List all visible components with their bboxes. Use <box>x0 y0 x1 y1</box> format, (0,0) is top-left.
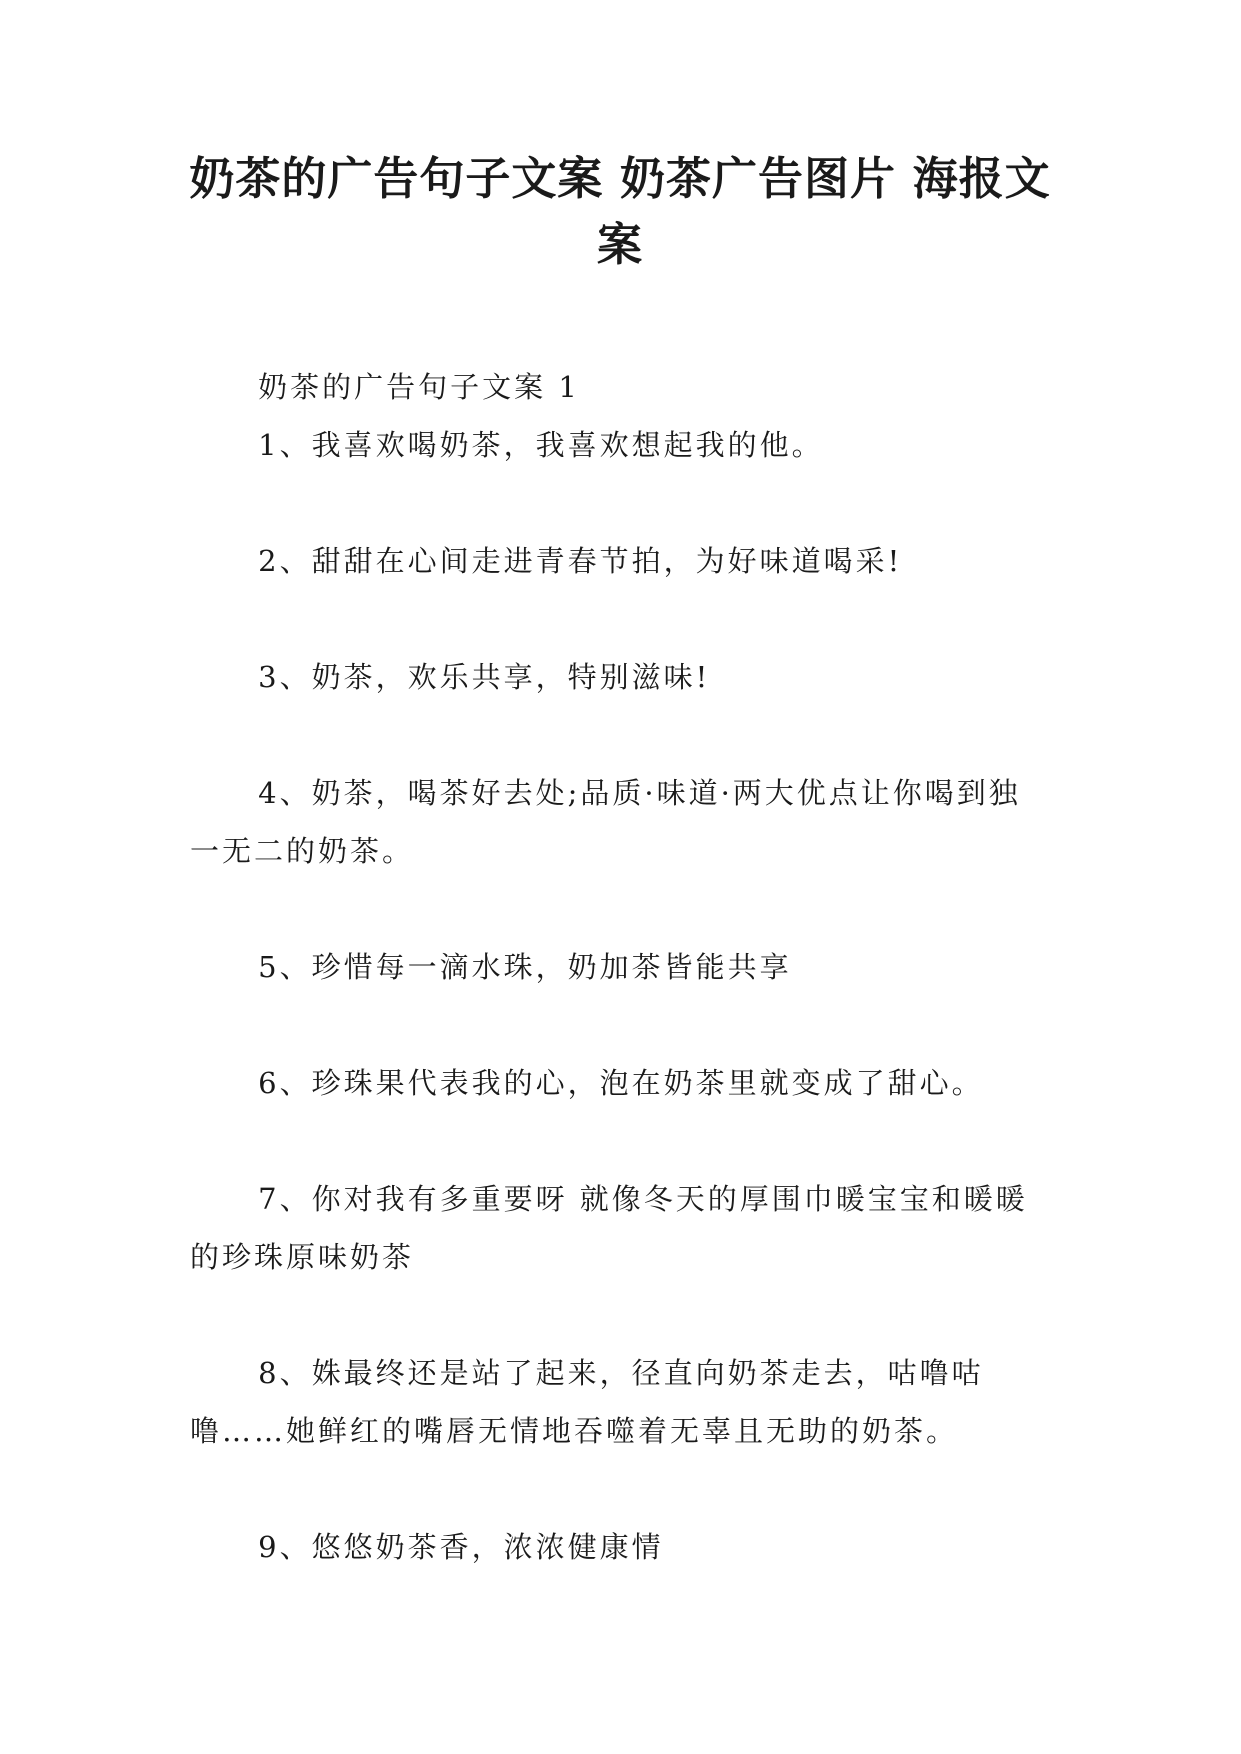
list-item: 7、你对我有多重要呀 就像冬天的厚围巾暖宝宝和暖暖的珍珠原味奶茶 <box>190 1182 1028 1274</box>
document-body <box>190 358 1050 1634</box>
list-item: 9、悠悠奶茶香，浓浓健康情 <box>258 1530 664 1564</box>
list-item: 5、珍惜每一滴水珠，奶加茶皆能共享 <box>258 950 792 984</box>
list-item: 1、我喜欢喝奶茶，我喜欢想起我的他。 <box>258 428 824 462</box>
list-item: 6、珍珠果代表我的心，泡在奶茶里就变成了甜心。 <box>258 1066 984 1100</box>
document-title: 奶茶的广告句子文案 奶茶广告图片 海报文案 <box>189 152 1051 271</box>
list-item: 4、奶茶，喝茶好去处;品质·味道·两大优点让你喝到独一无二的奶茶。 <box>190 776 1021 868</box>
list-item: 3、奶茶，欢乐共享，特别滋味! <box>258 660 711 694</box>
section-heading: 奶茶的广告句子文案 1 <box>258 370 580 404</box>
list-item: 8、姝最终还是站了起来，径直向奶茶走去，咕噜咕噜……她鲜红的嘴唇无情地吞噬着无辜且无助的奶茶。 <box>190 1356 984 1448</box>
list-item: 2、甜甜在心间走进青春节拍，为好味道喝采! <box>258 544 903 578</box>
